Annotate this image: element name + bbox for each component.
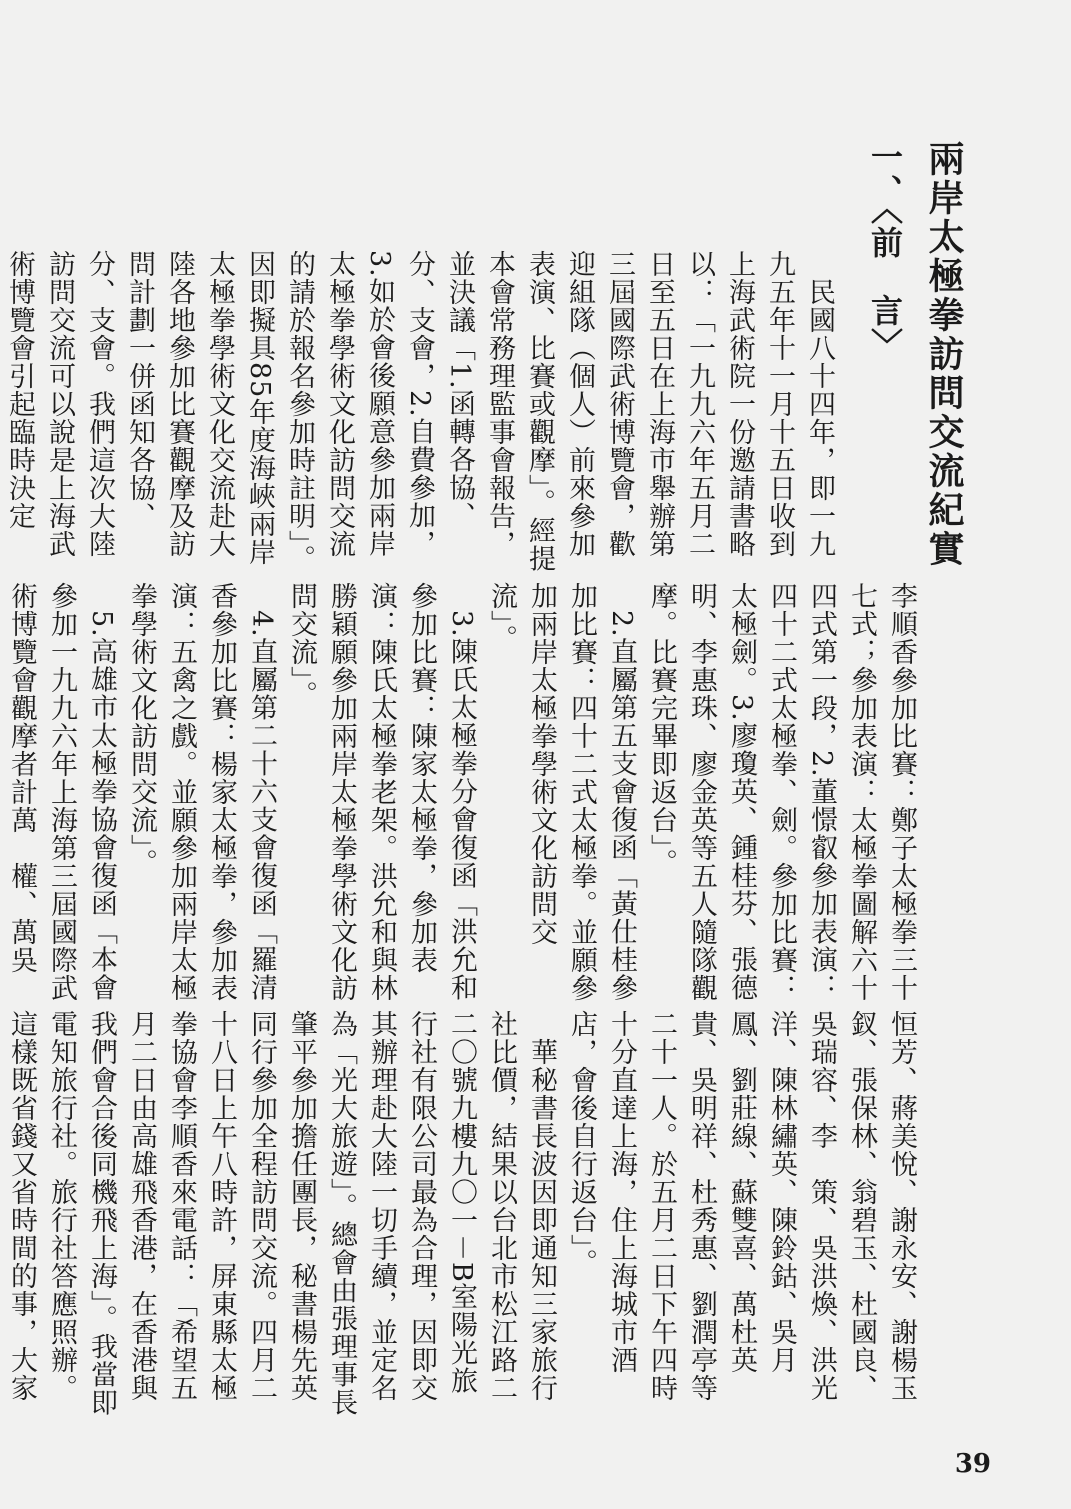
text-block-top bbox=[4, 250, 839, 580]
article-title-block bbox=[923, 140, 964, 569]
paragraph: 華秘書長波因即通知三家旅行社比價，結果以台北市松江路二二〇號九樓九〇一－B室陽光旅行社有限公司最為合理，因即交其辦理赴大陸一切手續，並定名為「光大旅遊」。總會由張理事長肇平參加擔任團長，秘書楊先英同行參加全程訪問交流。四月二十八日上午八時許，屏東縣太極拳協會李順香來電話：「希望五月二日由高雄飛香港，在香港與我們會合後同機飛上海」。我當即電知旅行社。旅行社答應照辦。這樣既省錢又省時間的事，大家 bbox=[6, 1010, 557, 1417]
paragraph: 李順香參加比賽：鄭子太極拳三十七式；參加表演：太極拳圖解六十四式第一段，2.董憬叡參加表演：四十二式太極拳、劍。參加比賽：太極劍。3.廖瓊英、鍾桂芬、張德明、李惠珠、廖金英等五人隨隊觀摩。比賽完畢即返台」。 bbox=[646, 582, 917, 1002]
text-block-middle bbox=[6, 582, 921, 1002]
article-title: 兩岸太極拳訪問交流紀實 bbox=[923, 140, 964, 569]
paragraph: 恒芳、蔣美悅、謝永安、謝楊玉釵、張保林、翁碧玉、杜國良、吳瑞容、李 策、吳洪煥、洪光洋、陳林繡英、陳鈴鈷、吳月鳳、劉莊線、蘇雙喜、萬杜英貴、吳明祥、杜秀惠、劉潤亭等二十一人。於五月二日下午四時十分直達上海，住上海城市酒店，會後自行返台」。 bbox=[566, 1010, 917, 1402]
paragraph: 3.陳氏太極拳分會復函「洪允和參加比賽：陳家太極拳，參加表演：陳氏太極拳老架。洪允和與林勝穎願參加兩岸太極拳學術文化訪問交流」。 bbox=[286, 582, 477, 1002]
page-number: 39 bbox=[954, 1449, 991, 1479]
paragraph: 4.直屬第二十六支會復函「羅清香參加比賽：楊家太極拳，參加表演：五禽之戲。並願參加兩岸太極拳學術文化訪問交流」。 bbox=[126, 582, 277, 1002]
paragraph: 2.直屬第五支會復函「黃仕桂參加比賽：四十二式太極拳。並願參加兩岸太極拳學術文化訪問交流」。 bbox=[486, 582, 637, 1002]
paragraph: 5.高雄市太極拳協會復函「本會參加一九九六年上海第三屆國際武術博覽會觀摩者計萬 權、萬吳 bbox=[6, 582, 117, 1002]
section-heading: 一、〈前 言〉 bbox=[866, 140, 904, 362]
text-block-bottom bbox=[6, 1010, 921, 1420]
paragraph: 民國八十四年，即一九九五年十一月十五日收到上海武術院一份邀請書略以：「一九九六年五月二日至五日在上海市舉辦第三屆國際武術博覽會，歡迎組隊（個人）前來參加表演、比賽或觀摩」。經提本會常務理監事會報告，並決議「1.函轉各協、分、支會，2.自費參加，3.如於會後願意參加兩岸太極拳學術文化訪問交流的請於報名參加時註明」。因即擬具85年度海峽兩岸太極拳學術文化交流赴大陸各地參加比賽觀摩及訪問計劃一併函知各協、分、支會。我們這次大陸訪問交流可以說是上海武術博覽會引起臨時決定 bbox=[4, 250, 835, 573]
